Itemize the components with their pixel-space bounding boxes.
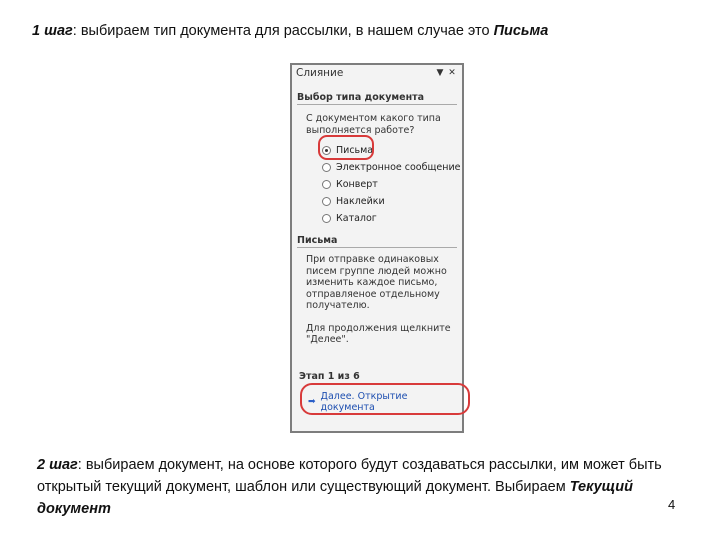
step2-text xyxy=(37,454,697,520)
option-label: Наклейки xyxy=(336,196,385,207)
radio-envelope[interactable] xyxy=(322,180,331,189)
step1-text xyxy=(32,20,692,42)
arrow-right-icon: ➡ xyxy=(308,397,316,407)
pane-titlebar xyxy=(292,65,462,81)
option-label: Каталог xyxy=(336,213,377,224)
option-envelope[interactable] xyxy=(322,176,462,193)
step2-emph: Текущий документ xyxy=(37,479,633,517)
wizard-stage: Этап 1 из 6 xyxy=(299,371,360,382)
step1-emph: Письма xyxy=(493,23,549,39)
step1-body: : выбираем тип документа для рассылки, в нашем случае это xyxy=(72,23,494,39)
doc-type-options xyxy=(292,142,462,227)
close-icon[interactable]: ✕ xyxy=(448,68,456,78)
option-directory[interactable] xyxy=(322,210,462,227)
option-labels[interactable] xyxy=(322,193,462,210)
doc-type-question: С документом какого типа выполняется работе? xyxy=(306,113,441,136)
letters-description: При отправке одинаковых писем группе людей можно изменить каждое письмо, отправляеное отдельному получателю. xyxy=(306,254,447,311)
highlight-oval-letters xyxy=(318,135,374,160)
step2-body: : выбираем документ, на основе которого будут создаваться рассылки, им может быть открытый текущий документ, шаблон или существующий документ. Выбираем xyxy=(37,457,662,495)
radio-email[interactable] xyxy=(322,163,331,172)
dropdown-icon[interactable]: ▼ xyxy=(436,68,444,78)
option-label: Письма xyxy=(336,145,374,156)
mail-merge-pane xyxy=(290,63,464,433)
step1-label: 1 шаг xyxy=(32,23,73,39)
radio-labels[interactable] xyxy=(322,197,331,206)
page-number: 4 xyxy=(668,497,676,512)
pane-title: Слияние xyxy=(296,67,344,79)
option-email[interactable] xyxy=(322,159,462,176)
option-label: Конверт xyxy=(336,179,378,190)
section-doc-type-heading: Выбор типа документа xyxy=(297,92,457,105)
radio-directory[interactable] xyxy=(322,214,331,223)
option-label: Электронное сообщение xyxy=(336,162,461,173)
section-letters-heading: Письма xyxy=(297,235,457,248)
step2-label: 2 шаг xyxy=(37,457,78,473)
highlight-oval-next xyxy=(300,383,470,415)
continue-hint: Для продолжения щелкните "Делее". xyxy=(306,322,451,345)
next-step-label: Далее. Открытие документа xyxy=(320,391,408,413)
